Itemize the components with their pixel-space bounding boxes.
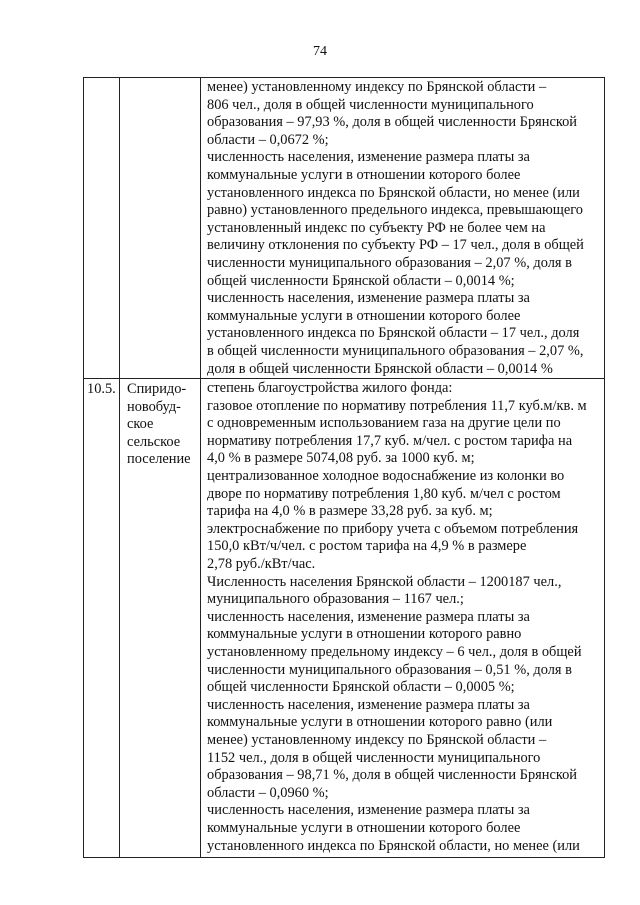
text-line: коммунальные услуги в отношении которого более [207, 166, 521, 183]
text-line: численность населения, изменение размера платы за [207, 608, 530, 625]
text-line: коммунальные услуги в отношении которого равно [207, 626, 522, 643]
description-cell [201, 379, 605, 858]
text-line: 806 чел., доля в общей численности муниципального [207, 96, 534, 113]
text-line: коммунальные услуги в отношении которого равно (или [207, 714, 553, 731]
text-line: установленного индекса по Брянской области, но менее (или [207, 184, 580, 201]
text-line: поселение [127, 451, 191, 468]
text-line: численности муниципального образования – 2,07 %, доля в [207, 254, 572, 271]
row-number-cell: 10.5. [84, 379, 120, 858]
table-row [84, 78, 605, 379]
municipality-cell [120, 78, 201, 379]
municipality-cell [120, 379, 201, 858]
text-line: численность населения, изменение размера платы за [207, 696, 530, 713]
text-line: менее) установленному индексу по Брянской области – [207, 79, 547, 95]
text-line: нормативу потребления 17,7 куб. м/чел. с ростом тарифа на [207, 432, 573, 449]
text-line: электроснабжение по прибору учета с объемом потребления [207, 520, 579, 537]
text-line: новобуд- [127, 398, 181, 415]
text-line: коммунальные услуги в отношении которого более [207, 819, 521, 836]
text-line: Численность населения Брянской области – 1200187 чел., [207, 573, 562, 590]
text-line: 2,78 руб./кВт/час. [207, 556, 316, 573]
text-line: 4,0 % в размере 5074,08 руб. за 1000 куб. м; [207, 450, 475, 467]
text-line: величину отклонения по субъекту РФ – 17 чел., доля в общей [207, 237, 584, 254]
text-line: 150,0 кВт/ч/чел. с ростом тарифа на 4,9 % в размере [207, 538, 527, 555]
text-line: установленный индекс по субъекту РФ не более чем на [207, 219, 546, 236]
text-line: с одновременным использованием газа на другие цели по [207, 415, 561, 432]
text-line: централизованное холодное водоснабжение из колонки во [207, 468, 565, 485]
text-line: равно) установленного предельного индекса, превышающего [207, 202, 583, 219]
text-line: 1152 чел., доля в общей численности муниципального [207, 749, 541, 766]
text-line: численности муниципального образования – 0,51 %, доля в [207, 661, 572, 678]
text-line: Спиридо- [127, 381, 187, 398]
text-line: доля в общей численности Брянской области – 0,0014 % [207, 360, 553, 377]
page-number: 74 [313, 44, 327, 59]
description-cell [201, 78, 605, 379]
text-line: образования – 97,93 %, доля в общей численности Брянской [207, 114, 578, 131]
text-line: степень благоустройства жилого фонда: [207, 380, 453, 397]
text-line: численность населения, изменение размера платы за [207, 290, 530, 307]
text-line: области – 0,0672 %; [207, 131, 329, 148]
text-line: образования – 98,71 %, доля в общей численности Брянской [207, 767, 578, 784]
text-line: установленному предельному индексу – 6 чел., доля в общей [207, 644, 582, 660]
text-line: дворе по нормативу потребления 1,80 куб. м/чел с ростом [207, 485, 561, 502]
text-line: общей численности Брянской области – 0,0005 %; [207, 679, 515, 696]
row-number-cell [84, 78, 120, 379]
text-line: тарифа на 4,0 % в размере 33,28 руб. за куб. м; [207, 503, 493, 520]
text-line: численность населения, изменение размера платы за [207, 802, 530, 819]
text-line: газовое отопление по нормативу потребления 11,7 куб.м/кв. м [207, 397, 587, 414]
text-line: в общей численности муниципального образования – 2,07 %, [207, 342, 584, 359]
text-line: сельское [127, 433, 181, 450]
text-line: установленного индекса по Брянской области – 17 чел., доля [207, 325, 580, 342]
text-line: муниципального образования – 1167 чел.; [207, 591, 464, 608]
text-line: области – 0,0960 %; [207, 784, 329, 801]
table-row [84, 379, 605, 858]
text-line: ское [127, 416, 154, 433]
text-line: общей численности Брянской области – 0,0014 %; [207, 272, 515, 289]
text-line: установленного индекса по Брянской области, но менее (или [207, 837, 580, 854]
text-line: коммунальные услуги в отношении которого более [207, 307, 521, 324]
tariff-table [83, 77, 605, 858]
text-line: численность населения, изменение размера платы за [207, 149, 530, 166]
text-line: менее) установленному индексу по Брянской области – [207, 731, 547, 748]
